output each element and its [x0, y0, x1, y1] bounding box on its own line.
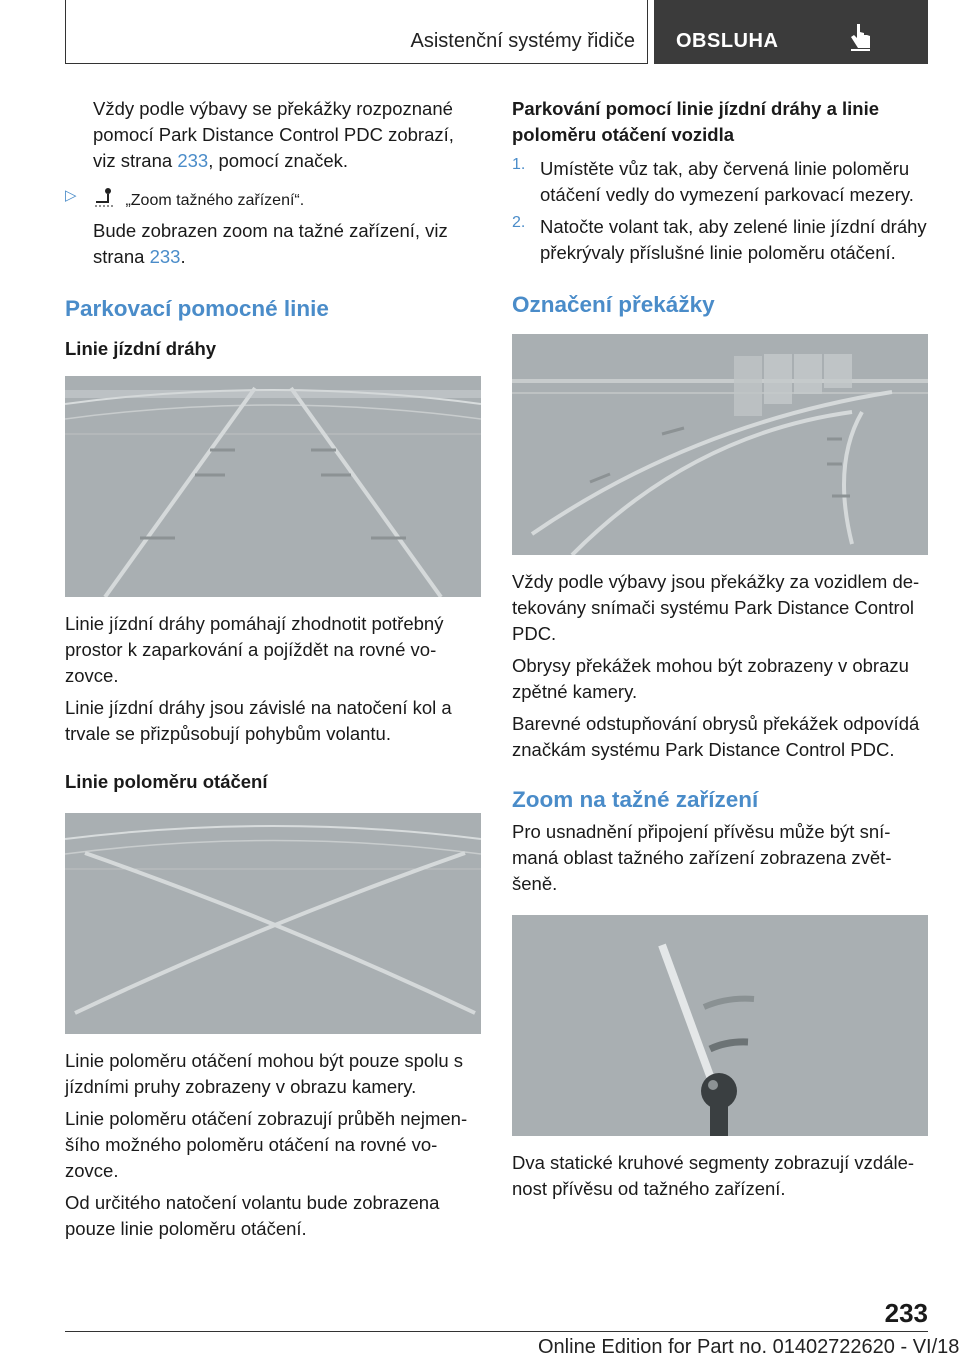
intro-paragraph: Vždy podle výbavy se překážky rozpoznané pomocí Park Distance Control PDC zobrazí, viz strana 233, pomocí značek.: [93, 98, 454, 171]
page-link[interactable]: 233: [149, 246, 181, 267]
step-number: 1.: [512, 156, 526, 173]
heading-tow-zoom: Zoom na tažné zařízení: [512, 787, 759, 812]
list-item: [512, 156, 928, 208]
radius-paragraph-1: Linie poloměru otáčení mohou být pouze spolu s jízdními pruhy zobrazeny v obrazu kamery.: [65, 1050, 464, 1097]
heading-track-lines: Linie jízdní dráhy: [65, 338, 217, 359]
footer-divider: [65, 1331, 928, 1332]
chapter-tab-label: OBSLUHA: [676, 30, 779, 52]
header-section-box: [65, 0, 648, 64]
right-column: [512, 96, 928, 1202]
obstacle-paragraph-2: Obrysy překážek mohou být zobrazeny v obrazu zpětné kamery.: [512, 655, 909, 702]
obstacle-paragraph-1: Vždy podle výbavy jsou překážky za vozidlem detekovány snímači systému Park Distance Control PDC.: [512, 571, 920, 644]
hand-pointer-icon: [848, 22, 874, 52]
figure-tow-hitch-zoom: [512, 915, 928, 1136]
list-item: [512, 214, 928, 266]
track-paragraph-1: Linie jízdní dráhy pomáhají zhodnotit potřebný prostor k zaparkování a pojíždět na rovné vozovce.: [65, 613, 444, 686]
track-paragraph-2: Linie jízdní dráhy jsou závislé na natočení kol a trvale se přizpůsobují pohybům volantu.: [65, 697, 452, 744]
radius-paragraph-2: Linie poloměru otáčení zobrazují průběh nejmenšího možného poloměru otáčení na rovné vozovce.: [65, 1108, 468, 1181]
zoom-paragraph-1: Pro usnadnění připojení přívěsu může být snímaná oblast tažného zařízení zobrazena zvětšeně.: [512, 821, 892, 894]
edition-text: Online Edition for Part no. 01402722620 - VI/18: [538, 1336, 960, 1358]
page-link[interactable]: 233: [177, 150, 209, 171]
step-text: Natočte volant tak, aby zelené linie jízdní dráhy překrývaly příslušné linie poloměru otáčení.: [540, 216, 927, 263]
figure-obstacle-marking: [512, 334, 928, 555]
heading-parking-lines: Parkovací pomocné linie: [65, 296, 329, 321]
chapter-tab[interactable]: [654, 0, 928, 64]
tow-hitch-icon: [93, 186, 115, 208]
bullet-item: [65, 186, 481, 210]
heading-parking-with-lines: Parkování pomocí linie jízdní dráhy a linie poloměru otáčení vozidla: [512, 98, 880, 145]
heading-radius-lines: Linie poloměru otáčení: [65, 771, 268, 792]
section-title: Asistenční systémy řidiče: [410, 30, 635, 52]
zoom-paragraph-2: Dva statické kruhové segmenty zobrazují vzdálenost přívěsu od tažného zařízení.: [512, 1152, 915, 1199]
bullet-text: „Zoom tažného zařízení“.: [125, 192, 305, 209]
figure-radius-lines: [65, 813, 481, 1034]
page-number: 233: [884, 1298, 928, 1328]
bullet-sub-paragraph: Bude zobrazen zoom na tažné zařízení, viz strana 233.: [93, 220, 448, 267]
figure-track-lines: [65, 376, 481, 597]
radius-paragraph-3: Od určitého natočení volantu bude zobrazena pouze linie poloměru otáčení.: [65, 1192, 440, 1239]
triangle-right-icon: ▷: [65, 187, 77, 204]
step-number: 2.: [512, 214, 526, 231]
step-text: Umístěte vůz tak, aby červená linie poloměru otáčení vedly do vymezení parkovací mezery.: [540, 158, 914, 205]
steps-list: [512, 156, 928, 266]
left-column: [65, 96, 481, 1242]
heading-obstacle-marking: Označení překážky: [512, 292, 715, 317]
obstacle-paragraph-3: Barevné odstupňování obrysů překážek odpovídá značkám systému Park Distance Control PDC.: [512, 713, 920, 760]
